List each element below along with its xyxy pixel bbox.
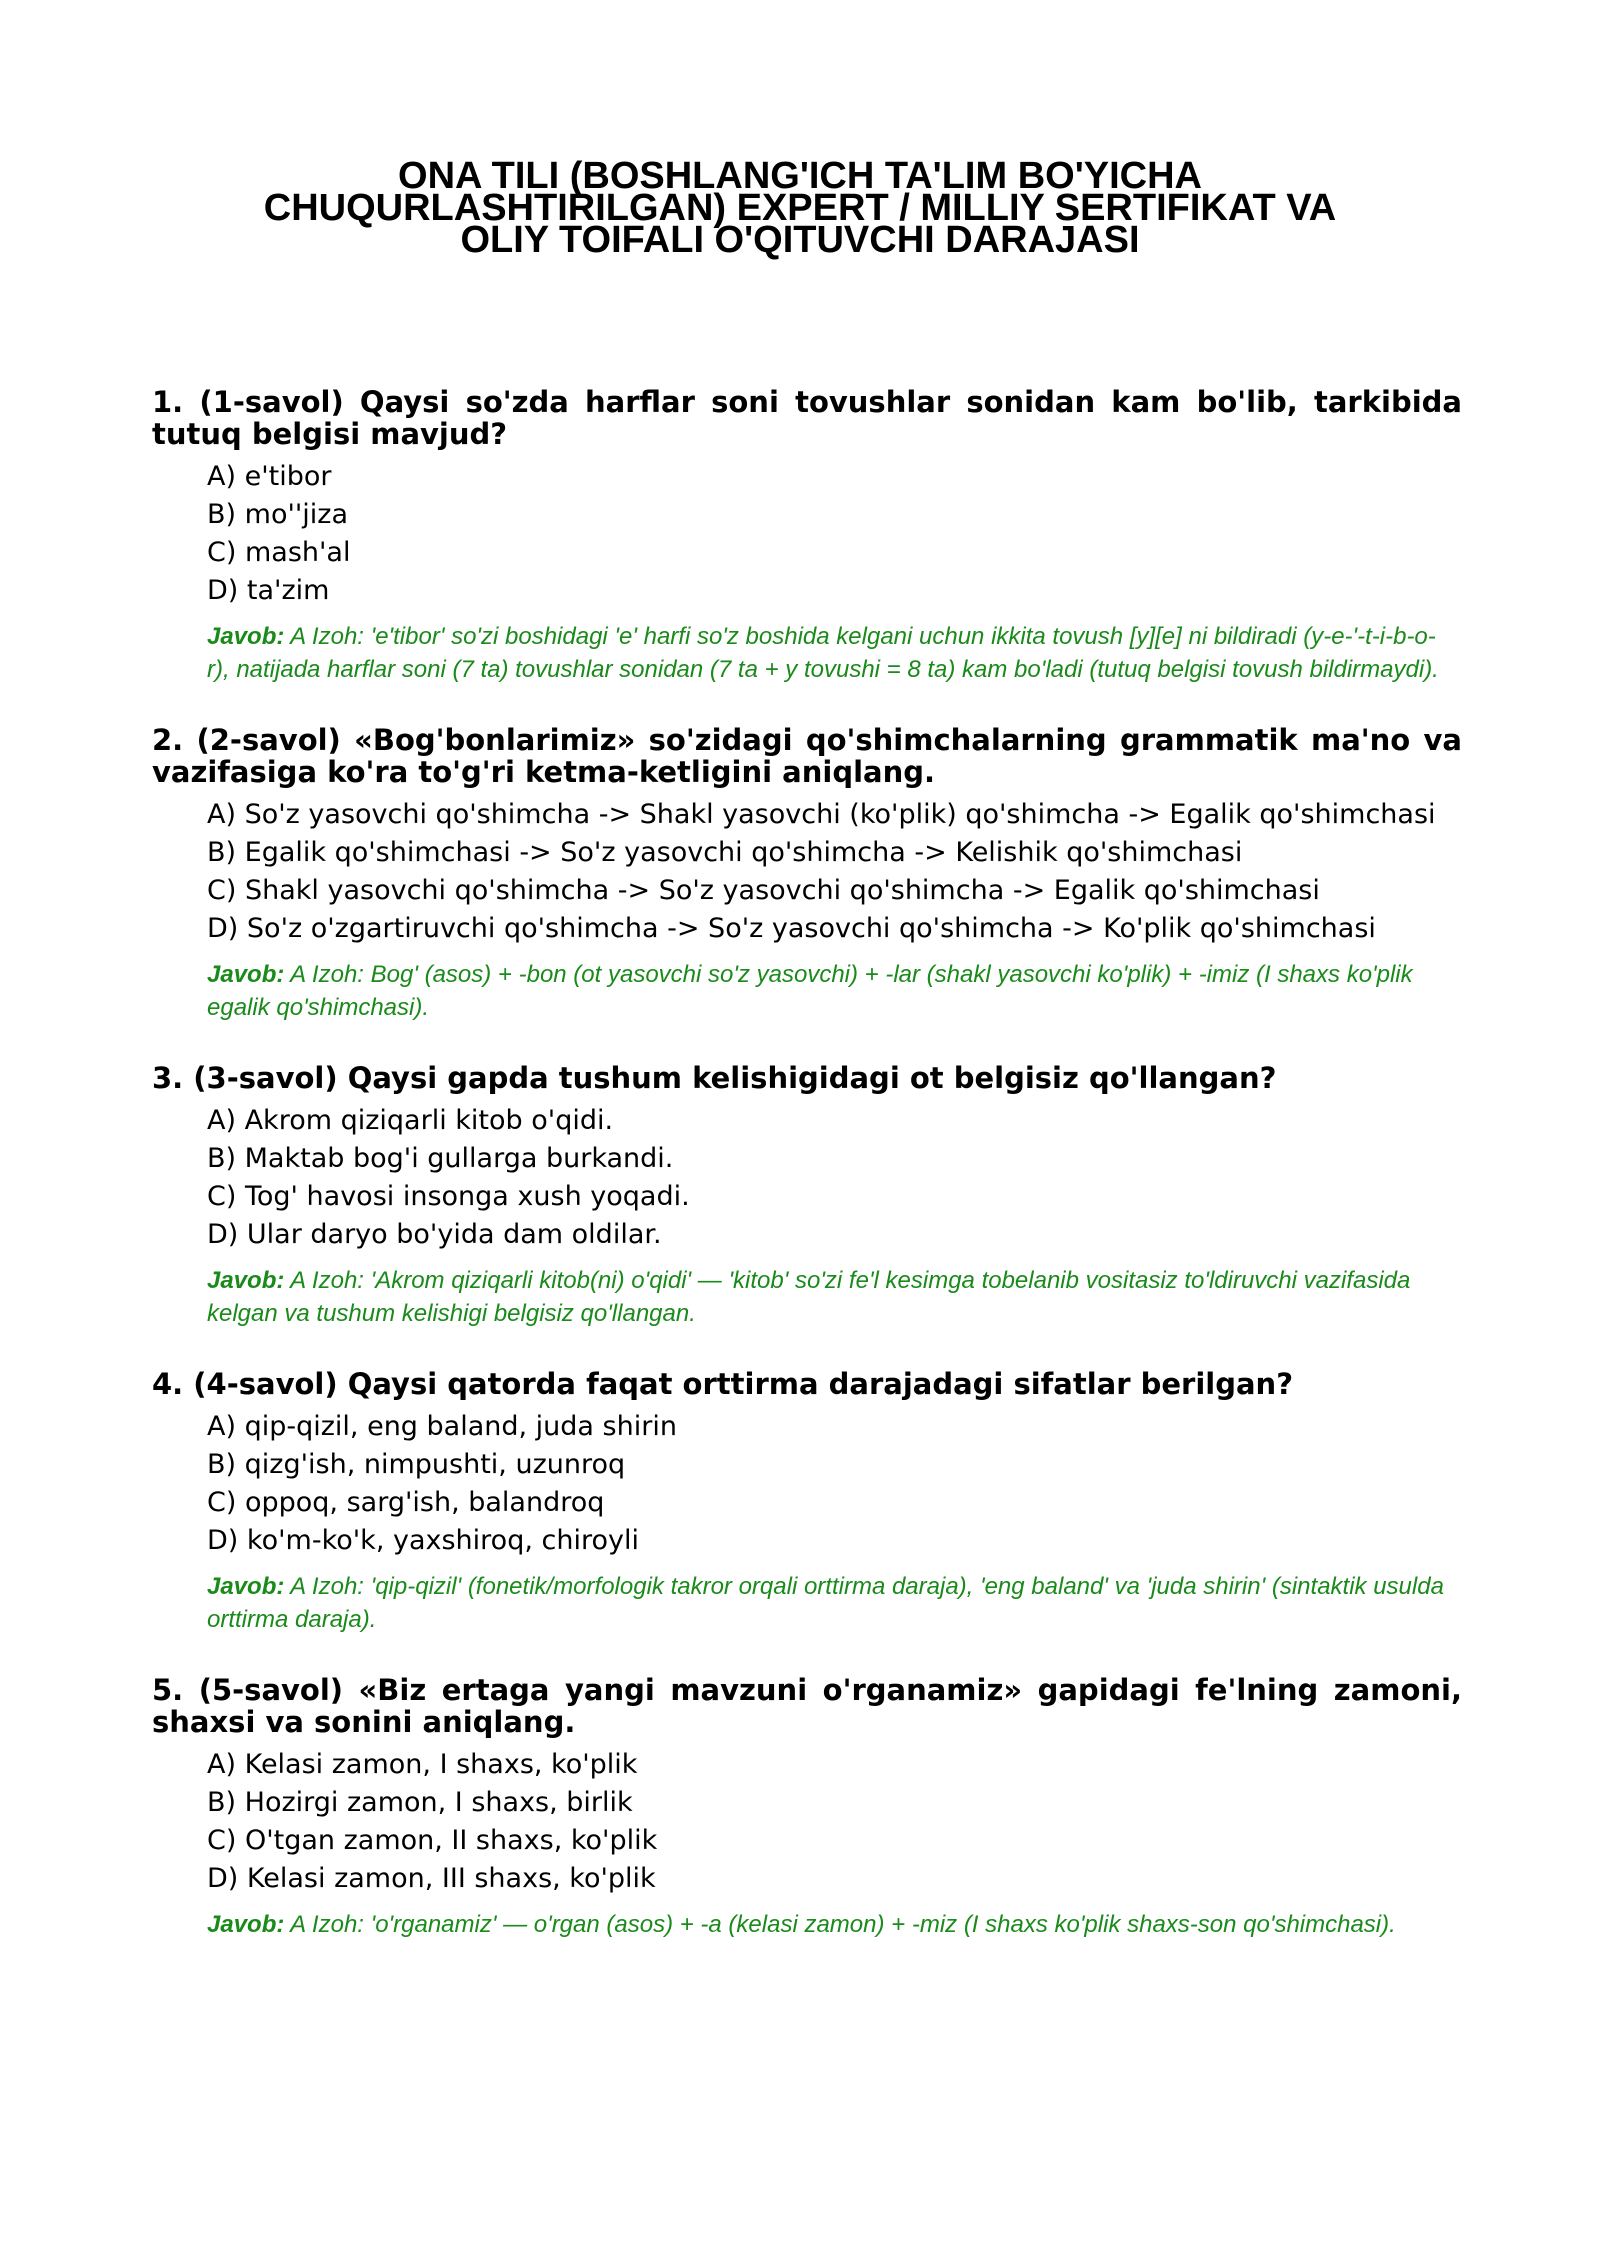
question-1 [152,386,1462,686]
option-d: D) Ular daryo bo'yida dam oldilar. [207,1219,662,1250]
answer-explanation [207,1570,1457,1636]
option-a: A) So'z yasovchi qo'shimcha -> Shakl yasovchi (ko'plik) qo'shimcha -> Egalik qo'shimchasi [207,799,1436,830]
title-line-2: CHUQURLASHTIRILGAN) EXPERT / MILLIY SERTIFIKAT VA [263,187,1337,229]
option-d: D) ta'zim [207,575,330,606]
answer-explanation [207,620,1457,686]
option-c: C) mash'al [207,537,351,568]
answer-label: Javob: [207,1573,285,1600]
answer-text: A Izoh: 'qip-qizil' (fonetik/morfologik takror orqali orttirma daraja), 'eng baland' va 'juda shirin' (sintaktik usulda orttirma daraja). [207,1573,1444,1633]
title-line-3: OLIY TOIFALI O'QITUVCHI DARAJASI [460,219,1140,261]
option-c: C) Shakl yasovchi qo'shimcha -> So'z yasovchi qo'shimcha -> Egalik qo'shimchasi [207,875,1320,906]
option-a: A) e'tibor [207,461,332,492]
question-text: 1. (1-savol) Qaysi so'zda harflar soni tovushlar sonidan kam bo'lib, tarkibida tutuq belgisi mavjud? [152,385,1462,451]
option-list [207,458,1462,610]
option-list [207,1102,1462,1254]
question-list [152,386,1462,1979]
question-4 [152,1368,1462,1636]
option-b: B) Egalik qo'shimchasi -> So'z yasovchi qo'shimcha -> Kelishik qo'shimchasi [207,837,1243,868]
option-d: D) So'z o'zgartiruvchi qo'shimcha -> So'z yasovchi qo'shimcha -> Ko'plik qo'shimchasi [207,913,1376,944]
option-c: C) Tog' havosi insonga xush yoqadi. [207,1181,690,1212]
question-text: 3. (3-savol) Qaysi gapda tushum kelishigidagi ot belgisiz qo'llangan? [152,1061,1277,1095]
question-text: 2. (2-savol) «Bog'bonlarimiz» so'zidagi qo'shimchalarning grammatik ma'no va vazifasiga ko'ra to'g'ri ketma-ketligini aniqlang. [152,723,1462,789]
title-line-1: ONA TILI (BOSHLANG'ICH TA'LIM BO'YICHA [398,155,1202,197]
document-title [150,155,1450,261]
question-3 [152,1062,1462,1330]
option-a: A) Kelasi zamon, I shaxs, ko'plik [207,1749,638,1780]
answer-label: Javob: [207,961,285,988]
answer-text: A Izoh: 'o'rganamiz' — o'rgan (asos) + -a (kelasi zamon) + -miz (I shaxs ko'plik shaxs-son qo'shimchasi). [284,1911,1396,1938]
option-list [207,1408,1462,1560]
option-b: B) Hozirgi zamon, I shaxs, birlik [207,1787,633,1818]
question-5 [152,1674,1462,1941]
question-text: 5. (5-savol) «Biz ertaga yangi mavzuni o'rganamiz» gapidagi fe'lning zamoni, shaxsi va sonini aniqlang. [152,1673,1462,1739]
option-a: A) qip-qizil, eng baland, juda shirin [207,1411,677,1442]
option-b: B) Maktab bog'i gullarga burkandi. [207,1143,674,1174]
option-c: C) oppoq, sarg'ish, balandroq [207,1487,605,1518]
answer-text: A Izoh: 'e'tibor' so'zi boshidagi 'e' harfi so'z boshida kelgani uchun ikkita tovush [y][e] ni bildiradi (y-e-'-t-i-b-o-r), natijada harflar soni (7 ta) tovushlar sonidan (7 ta + y tovushi = 8 ta) kam bo'ladi (tutuq belgisi tovush bildirmaydi). [207,623,1439,683]
option-list [207,796,1462,948]
answer-label: Javob: [207,1267,285,1294]
option-a: A) Akrom qiziqarli kitob o'qidi. [207,1105,614,1136]
answer-label: Javob: [207,623,285,650]
option-d: D) Kelasi zamon, III shaxs, ko'plik [207,1863,656,1894]
option-b: B) mo''jiza [207,499,349,530]
answer-text: A Izoh: Bog' (asos) + -bon (ot yasovchi so'z yasovchi) + -lar (shakl yasovchi ko'plik) + -imiz (I shaxs ko'plik egalik qo'shimchasi). [207,961,1413,1021]
option-b: B) qizg'ish, nimpushti, uzunroq [207,1449,626,1480]
answer-label: Javob: [207,1911,285,1938]
answer-explanation [207,1908,1457,1941]
answer-explanation [207,1264,1457,1330]
option-list [207,1746,1462,1898]
question-text: 4. (4-savol) Qaysi qatorda faqat orttirma darajadagi sifatlar berilgan? [152,1367,1294,1401]
answer-explanation [207,958,1457,1024]
question-2 [152,724,1462,1024]
option-d: D) ko'm-ko'k, yaxshiroq, chiroyli [207,1525,639,1556]
option-c: C) O'tgan zamon, II shaxs, ko'plik [207,1825,658,1856]
answer-text: A Izoh: 'Akrom qiziqarli kitob(ni) o'qidi' — 'kitob' so'zi fe'l kesimga tobelanib vositasiz to'ldiruvchi vazifasida kelgan va tushum kelishigi belgisiz qo'llangan. [207,1267,1411,1327]
